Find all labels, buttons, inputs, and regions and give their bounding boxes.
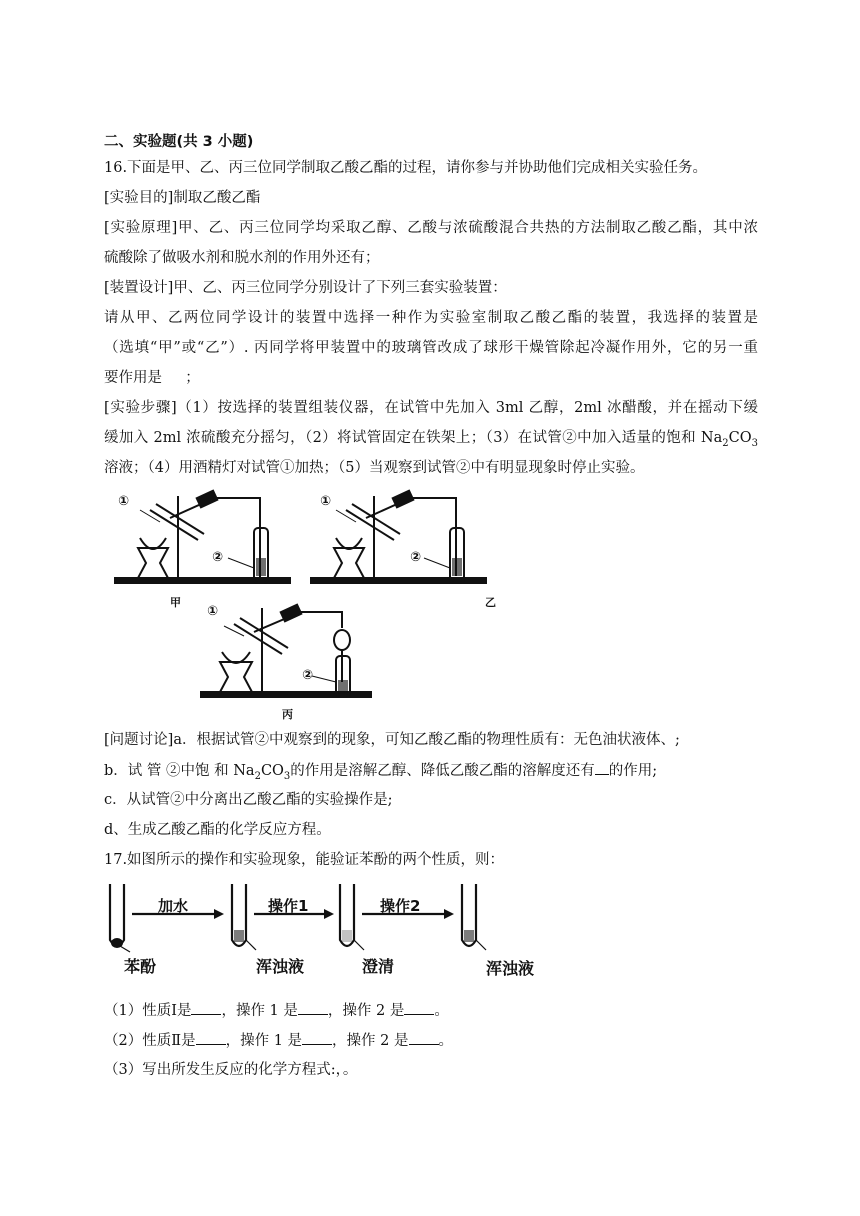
- q16-steps-line3: 溶液；（4）用酒精灯对试管①加热；（5）当观察到试管②中有明显现象时停止实验。: [104, 460, 645, 476]
- q16-principle-line2: 硫酸除了做吸水剂和脱水剂的作用外还有；: [104, 250, 380, 266]
- flow-arrow2-label: 操作1: [268, 897, 309, 915]
- q17-part2-blank1[interactable]: [196, 1030, 226, 1045]
- q17-part1-blank2[interactable]: [298, 1000, 328, 1015]
- q17-part1-d: 。: [434, 1003, 449, 1019]
- q16-choose-line2: （选填“甲”或“乙”）. 丙同学将甲装置中的玻璃管改成了球形干燥管除起冷凝作用外，它的另一重: [104, 340, 758, 356]
- apparatus-jia-label-1: ①: [118, 494, 130, 509]
- apparatus-jia-label-2: ②: [212, 550, 224, 565]
- q16-discuss-b-blank[interactable]: [595, 760, 609, 775]
- apparatus-jia-caption: 甲: [170, 596, 181, 609]
- flow-tube2-label: 浑浊液: [256, 957, 305, 976]
- q16-discuss-b: [104, 760, 657, 787]
- q17-part2-a: （2）性质Ⅱ是: [104, 1033, 196, 1049]
- q17-part1-a: （1）性质Ⅰ是: [104, 1003, 192, 1019]
- q16-steps-line2: [104, 428, 758, 454]
- q17-part1-blank1[interactable]: [191, 1000, 221, 1015]
- apparatus-yi-caption: 乙: [485, 596, 496, 609]
- q16-steps-line1: [实验步骤]（1）按选择的装置组装仪器，在试管中先加入 3ml 乙醇，2ml 冰醋酸，并在摇动下缓: [104, 400, 758, 416]
- q16-discuss-b-text1: b．试 管 ②中饱 和 Na: [104, 763, 255, 779]
- q16-discuss-b-sub3: 3: [283, 770, 291, 782]
- flow-arrow1-label: 加水: [158, 897, 189, 915]
- apparatus-bing-figure: [196, 600, 386, 712]
- apparatus-bing-label-1: ①: [207, 604, 219, 619]
- q16-steps-co: CO: [728, 430, 752, 446]
- q16-choose-line1: 请从甲、乙两位同学设计的装置中选择一种作为实验室制取乙酸乙酯的装置，我选择的装置是: [104, 310, 758, 326]
- apparatus-yi-label-1: ①: [320, 494, 332, 509]
- q17-part1-c: ，操作 2 是: [327, 1003, 405, 1019]
- q16-discuss-b-text3: 的作用;: [608, 763, 658, 779]
- apparatus-yi-figure: [306, 488, 506, 598]
- q16-discuss-c: c．从试管②中分离出乙酸乙酯的实验操作是;: [104, 792, 393, 808]
- apparatus-yi-label-2: ②: [410, 550, 422, 565]
- flow-tube1-label: 苯酚: [124, 957, 157, 976]
- q17-part1-blank3[interactable]: [404, 1000, 434, 1015]
- q17-part2-b: ，操作 1 是: [225, 1033, 303, 1049]
- q16-discuss-b-co: CO: [260, 763, 284, 779]
- flow-tube3-label: 澄清: [362, 957, 395, 976]
- q16-principle-line1: [实验原理]甲、乙、丙三位同学均采取乙醇、乙酸与浓硫酸混合共热的方法制取乙酸乙酯，其中浓: [104, 220, 758, 236]
- q17-part2-blank2[interactable]: [302, 1030, 332, 1045]
- q16-design: [装置设计]甲、乙、丙三位同学分别设计了下列三套实验装置：: [104, 280, 507, 296]
- q16-steps-line2-text: 缓加入 2ml 浓硫酸充分摇匀，（2）将试管固定在铁架上；（3）在试管②中加入适量的饱和 Na: [104, 430, 723, 446]
- q17-part2: [104, 1030, 453, 1051]
- q16-purpose: [实验目的]制取乙酸乙酯: [104, 190, 261, 206]
- q16-steps-sub2: 2: [722, 437, 729, 449]
- q16-choose-line3-end: ；: [185, 370, 200, 386]
- q16-intro: 16.下面是甲、乙、丙三位同学制取乙酸乙酯的过程，请你参与并协助他们完成相关实验任务。: [104, 160, 708, 176]
- q16-choose-line3-text: 要作用是: [104, 370, 162, 386]
- q17-part2-d: 。: [438, 1033, 453, 1049]
- section-title: 二、实验题(共 3 小题): [104, 134, 254, 150]
- q17-intro: 17.如图所示的操作和实验现象，能验证苯酚的两个性质，则：: [104, 852, 505, 868]
- apparatus-bing-caption: 丙: [282, 708, 293, 721]
- q16-steps-sub3: 3: [751, 437, 758, 449]
- q17-part3: （3）写出所发生反应的化学方程式:，。: [104, 1062, 358, 1078]
- q16-discuss-d: d、生成乙酸乙酯的化学反应方程。: [104, 822, 331, 838]
- q17-part2-blank3[interactable]: [409, 1030, 439, 1045]
- flow-tube4-label: 浑浊液: [486, 959, 535, 978]
- apparatus-jia-figure: [110, 488, 310, 598]
- q17-part1-b: ，操作 1 是: [221, 1003, 298, 1019]
- flow-arrow3-label: 操作2: [380, 897, 421, 915]
- apparatus-bing-label-2: ②: [302, 668, 314, 683]
- q16-discuss-b-sub2: 2: [254, 770, 261, 782]
- q16-discuss-a: [问题讨论]a．根据试管②中观察到的现象，可知乙酸乙酯的物理性质有：无色油状液体、;: [104, 732, 680, 748]
- q16-choose-line3: [104, 368, 200, 388]
- q17-part1: [104, 1000, 449, 1021]
- q17-part2-c: ，操作 2 是: [332, 1033, 409, 1049]
- q16-discuss-b-text2: 的作用是溶解乙醇、降低乙酸乙酯的溶解度还有: [290, 763, 595, 779]
